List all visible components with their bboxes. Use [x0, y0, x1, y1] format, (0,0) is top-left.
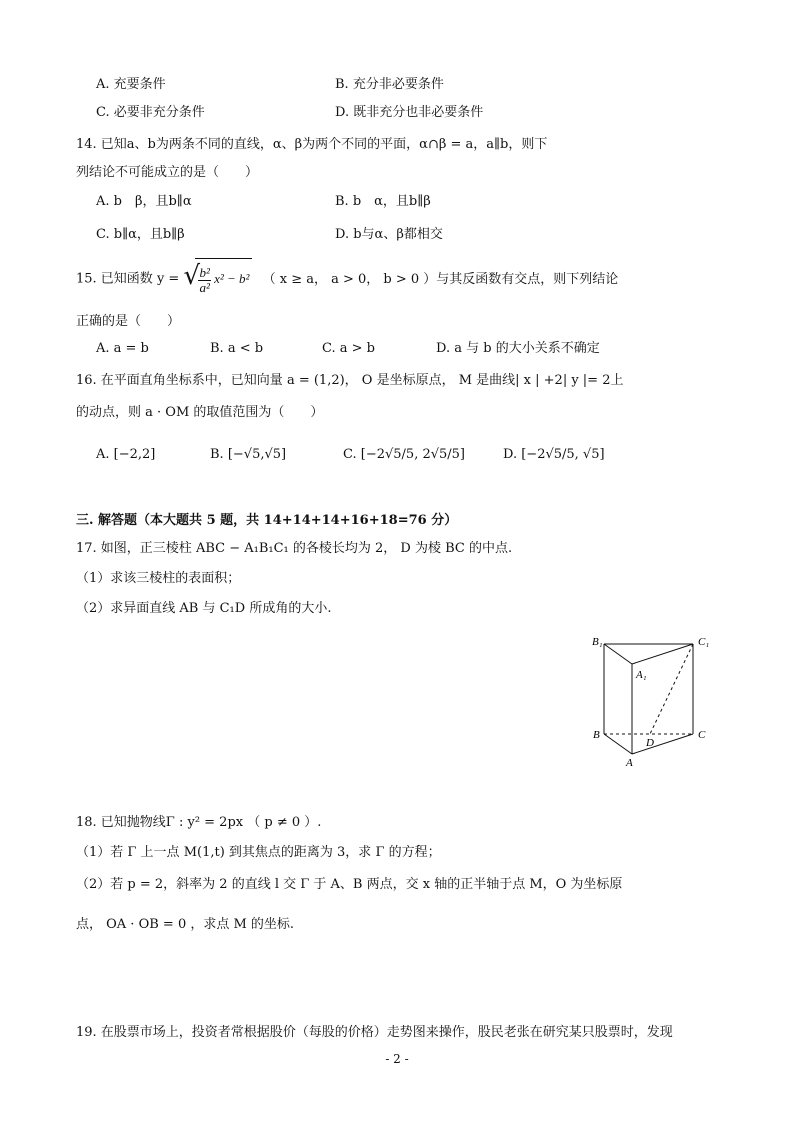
q16-option-c: C. [−2√5/5, 2√5/5] [343, 447, 466, 462]
q17-stem: 17. 如图，正三棱柱 ABC − A₁B₁C₁ 的各棱长均为 2， D 为棱 BC 的中点. [76, 541, 513, 556]
q18-part-1: （1）若 Γ 上一点 M(1,t) 到其焦点的距离为 3，求 Γ 的方程； [76, 845, 441, 860]
q18-part-2: （2）若 p = 2，斜率为 2 的直线 l 交 Γ 于 A、B 两点，交 x 轴的正半轴于点 M，O 为坐标原 [76, 877, 623, 892]
label-a1: A₁ [636, 669, 647, 681]
section-3-heading: 三. 解答题（本大题共 5 题，共 14+14+14+16+18=76 分） [76, 513, 458, 528]
q18-stem: 18. 已知抛物线Γ : y² = 2px （ p ≠ 0 ）. [76, 815, 322, 830]
q16-option-a: A. [−2,2] [96, 447, 156, 462]
label-c: C [698, 729, 706, 741]
q15-radical: √ $\frac{\text{b²}}{\text{a²}}$ x² − b² [183, 258, 252, 300]
q15-option-b: B. a < b [210, 341, 264, 356]
q14-option-b: B. b α，且b∥β [335, 194, 431, 209]
label-b1: B₁ [592, 636, 603, 648]
q14-option-d: D. b与α、β都相交 [335, 227, 443, 242]
prism-figure [592, 632, 722, 772]
q13-option-d: D. 既非充分也非必要条件 [335, 105, 484, 120]
q19-stem: 19. 在股票市场上，投资者常根据股价（每股的价格）走势图来操作，股民老张在研究某只股票时，发现 [76, 1025, 673, 1040]
q16-option-d: D. [−2√5/5, √5] [503, 447, 605, 462]
q16-option-b: B. [−√5,√5] [210, 447, 287, 462]
q14-option-a: A. b β，且b∥α [96, 194, 192, 209]
q15-option-d: D. a 与 b 的大小关系不确定 [436, 341, 600, 356]
q17-part-1: （1）求该三棱柱的表面积； [76, 571, 241, 586]
q18-part-2-cont: 点， OA · OB = 0 ，求点 M 的坐标. [76, 917, 295, 932]
q15-stem-line1 [76, 258, 618, 300]
label-a: A [626, 757, 633, 769]
q16-stem-line2: 的动点，则 a · OM 的取值范围为（ ） [76, 405, 324, 420]
q13-option-a: A. 充要条件 [96, 77, 166, 92]
q16-stem-line1: 16. 在平面直角坐标系中，已知向量 a = (1,2)， O 是坐标原点， M 是曲线| x | +2| y |= 2上 [76, 373, 624, 388]
label-c1: C₁ [698, 636, 710, 648]
q15-option-c: C. a > b [322, 341, 375, 356]
label-d: D [646, 737, 654, 749]
q13-option-b: B. 充分非必要条件 [335, 77, 444, 92]
q14-option-c: C. b∥α，且b∥β [96, 227, 185, 242]
q15-option-a: A. a = b [96, 341, 149, 356]
q13-option-c: C. 必要非充分条件 [96, 105, 205, 120]
q15-suffix: （ x ≥ a， a > 0， b > 0 ）与其反函数有交点，则下列结论 [262, 271, 619, 287]
q17-part-2: （2）求异面直线 AB 与 C₁D 所成角的大小. [76, 601, 332, 616]
q14-stem-line2: 列结论不可能成立的是（ ） [76, 165, 259, 180]
label-b: B [593, 729, 600, 741]
page-number: - 2 - [385, 1052, 409, 1066]
q14-stem-line1: 14. 已知a、b为两条不同的直线，α、β为两个不同的平面，α∩β = a，a∥b，则下 [76, 137, 548, 152]
q15-stem-line2: 正确的是（ ） [76, 314, 181, 329]
q15-prefix: 15. 已知函数 y = [76, 271, 180, 287]
